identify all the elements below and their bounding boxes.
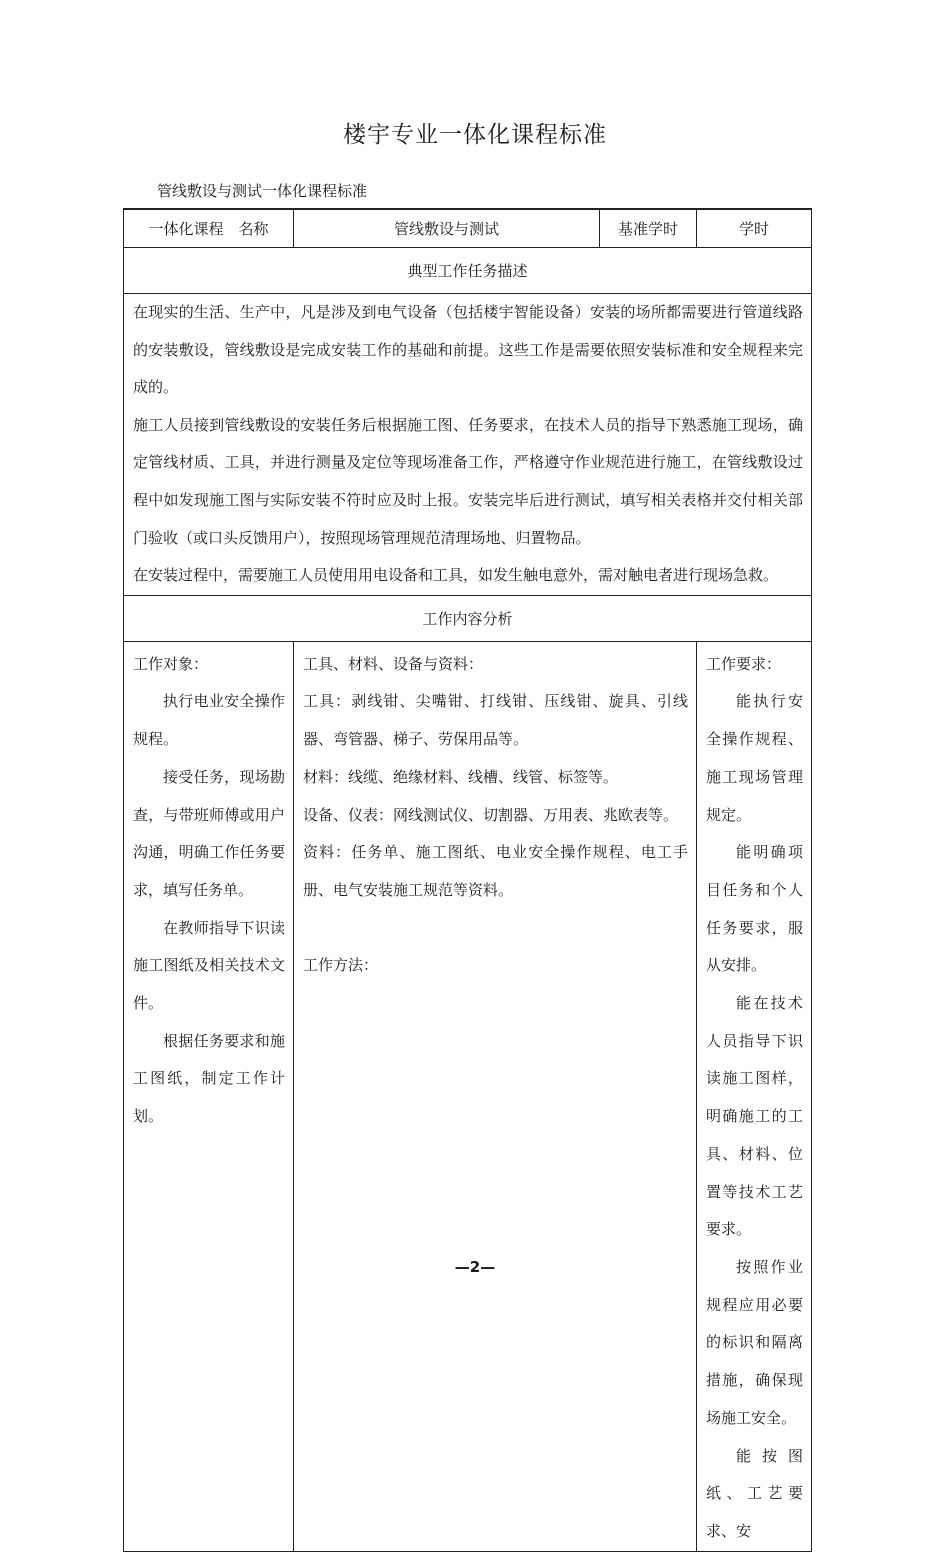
- requirement-item: 能执行安全操作规程、施工现场管理规定。: [706, 692, 803, 824]
- tools-item: 资料：任务单、施工图纸、电业安全操作规程、电工手册、电气安装施工规范等资料。: [303, 843, 688, 899]
- work-object-item: 在教师指导下识读施工图纸及相关技术文件。: [133, 918, 285, 1013]
- course-header-row: [124, 209, 812, 248]
- requirement-item: 能明确项目任务和个人任务要求，服从安排。: [706, 843, 803, 975]
- task-paragraph: 在现实的生活、生产中，凡是涉及到电气设备（包括楼宇智能设备）安装的场所都需要进行管道线路的安装敷设，管线敷设是完成安装工作的基础和前提。这些工作是需要依照安装标准和安全规程来完成的。: [133, 303, 803, 397]
- requirement-item: 按照作业规程应用必要的标识和隔离措施，确保现场施工安全。: [706, 1258, 803, 1427]
- analysis-row: [124, 641, 812, 1551]
- work-object-item: 根据任务要求和施工图纸，制定工作计划。: [133, 1031, 285, 1126]
- task-section-heading: 典型工作任务描述: [124, 248, 812, 294]
- analysis-section-heading: 工作内容分析: [124, 595, 812, 641]
- task-paragraph: 在安装过程中，需要施工人员使用用电设备和工具，如发生触电意外，需对触电者进行现场急救。: [133, 566, 779, 585]
- requirements-label: 工作要求：: [706, 654, 782, 673]
- spacer: [303, 910, 688, 948]
- tools-materials-cell: [294, 641, 697, 1551]
- tools-item: 设备、仪表：网线测试仪、切割器、万用表、兆欧表等。: [303, 805, 679, 824]
- requirement-item: 能在技术人员指导下识读施工图样，明确施工的工具、材料、位置等技术工艺要求。: [706, 994, 803, 1239]
- tools-label: 工具、材料、设备与资料：: [303, 654, 484, 673]
- course-name-value: 管线敷设与测试: [294, 209, 600, 248]
- work-objects-cell: [124, 641, 294, 1551]
- work-object-item: 接受任务，现场勘查，与带班师傅或用户沟通，明确工作任务要求，填写任务单。: [133, 767, 285, 899]
- course-name-label: 一体化课程 名称: [124, 209, 294, 248]
- document-title: 楼宇专业一体化课程标准: [343, 122, 607, 148]
- tools-item: 工具：剥线钳、尖嘴钳、打线钳、压线钳、旋具、引线器、弯管器、梯子、劳保用品等。: [303, 692, 688, 749]
- hours-unit: 学时: [697, 209, 812, 248]
- work-requirements-cell: [697, 641, 812, 1551]
- work-object-item: 执行电业安全操作规程。: [133, 692, 285, 749]
- task-description: [124, 294, 812, 596]
- tools-item: 材料：线缆、绝缘材料、线槽、线管、标签等。: [303, 767, 619, 786]
- page-number: —2—: [454, 1258, 496, 1276]
- task-paragraph: 施工人员接到管线敷设的安装任务后根据施工图、任务要求，在技术人员的指导下熟悉施工现场，确定管线材质、工具，并进行测量及定位等现场准备工作，严格遵守作业规范进行施工，在管线敷设过程中如发现施工图与实际安装不符时应及时上报。安装完毕后进行测试，填写相关表格并交付相关部门验收（或口头反馈用户），按照现场管理规范清理场地、归置物品。: [133, 415, 803, 547]
- requirement-item: 能按图纸、工艺要求、安: [706, 1446, 803, 1540]
- course-standard-table: [123, 208, 812, 1552]
- hours-label: 基准学时: [600, 209, 697, 248]
- work-objects-label: 工作对象：: [133, 654, 209, 673]
- work-method-label: 工作方法：: [303, 956, 379, 975]
- document-subtitle: 管线敷设与测试一体化课程标准: [157, 182, 368, 200]
